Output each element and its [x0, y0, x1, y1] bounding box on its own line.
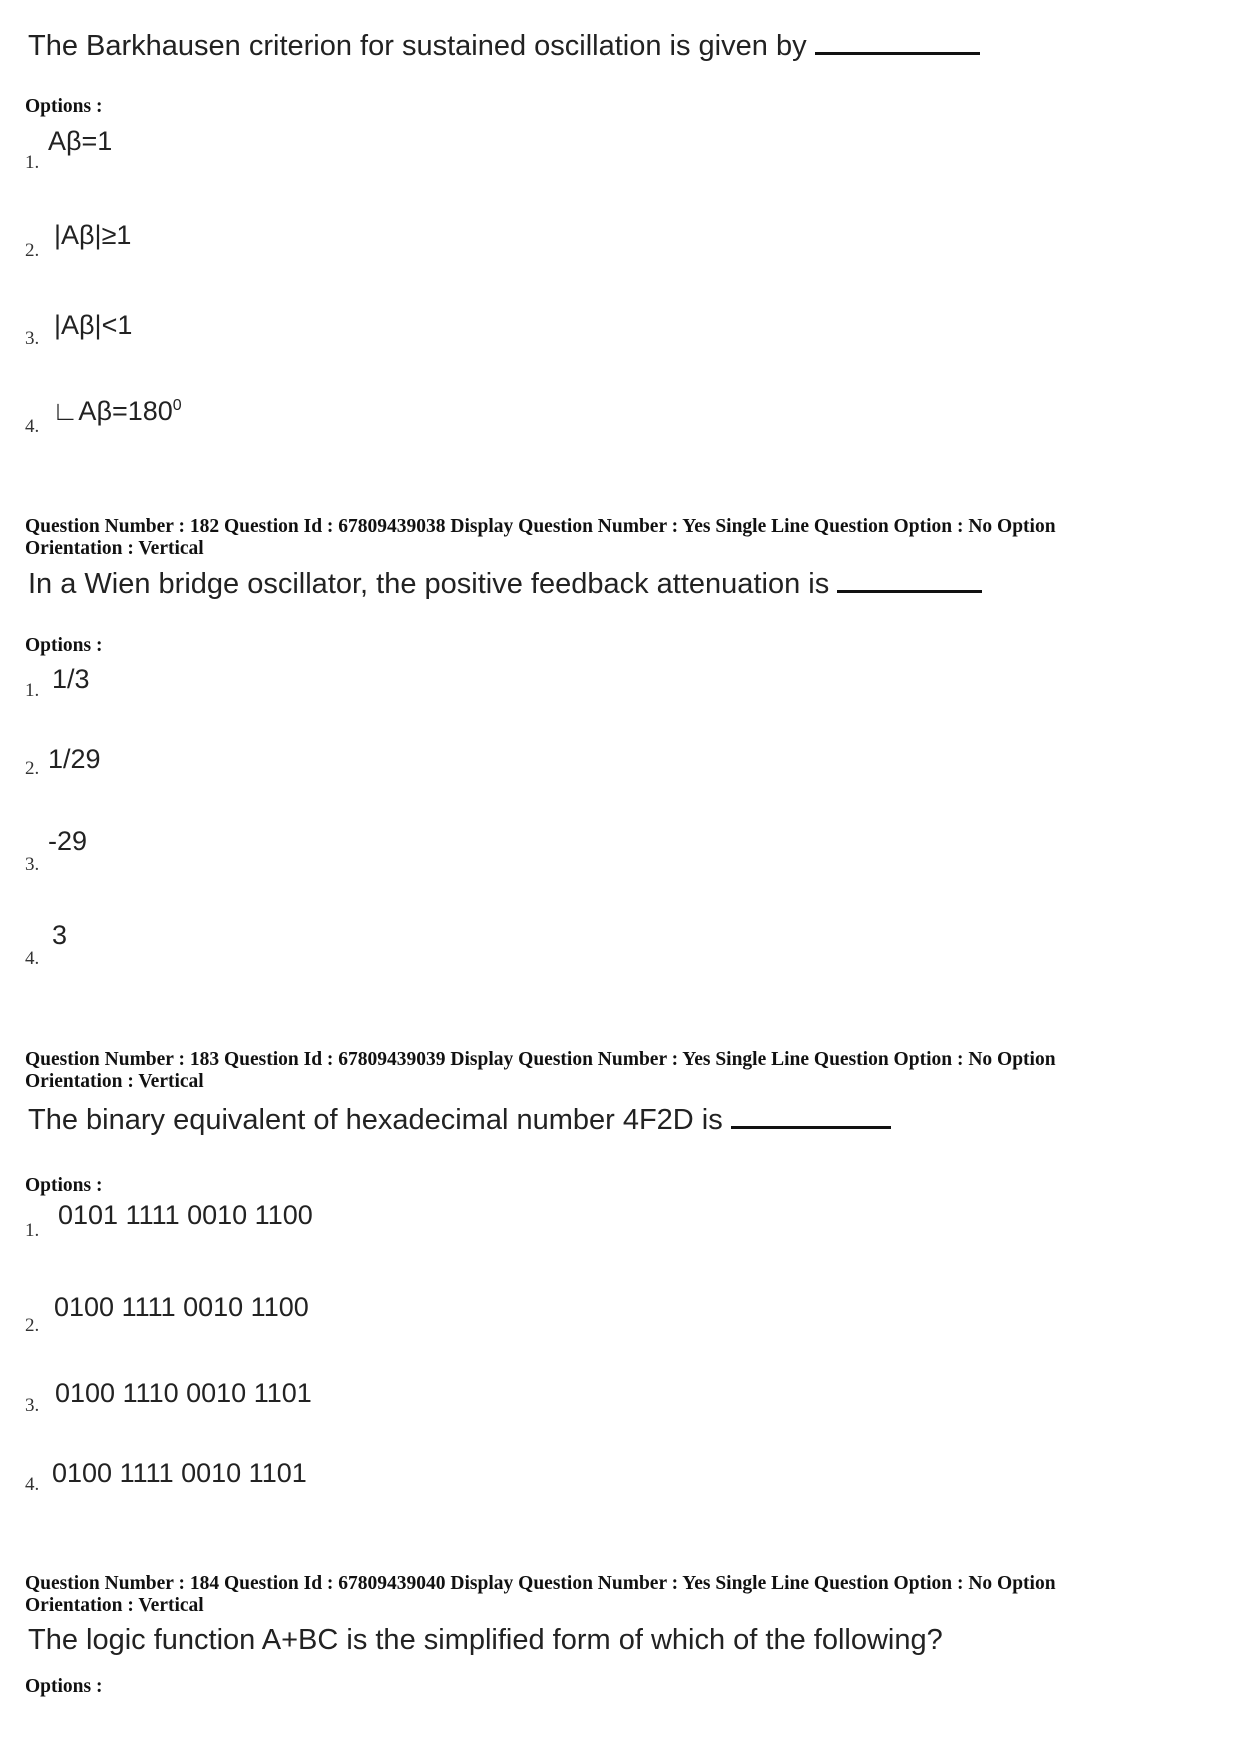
question-text — [28, 1104, 891, 1137]
option-number: 2. — [25, 1315, 40, 1336]
option-text: 0100 1111 0010 1101 — [52, 1458, 307, 1488]
option-text: |Aβ|≥1 — [54, 220, 132, 250]
option-number: 4. — [25, 1474, 40, 1495]
answer-blank — [837, 589, 982, 593]
option-text: -29 — [48, 826, 88, 856]
superscript: 0 — [172, 397, 182, 414]
option-number: 1. — [25, 680, 40, 701]
option-text: 1/29 — [48, 744, 101, 774]
question-text — [28, 30, 980, 63]
option-text: 0100 1110 0010 1101 — [55, 1378, 312, 1408]
question-text-content: The binary equivalent of hexadecimal number 4F2D is — [28, 1104, 723, 1136]
option-text: Aβ=1 — [48, 126, 113, 156]
question-meta-line: Orientation : Vertical — [25, 538, 204, 559]
question-meta — [25, 1049, 1056, 1093]
option-number: 4. — [25, 416, 40, 437]
question-meta-line: Question Number : 182 Question Id : 67809439038 Display Question Number : Yes Single Line Question Option : No Option — [25, 516, 1056, 537]
answer-blank — [815, 51, 980, 55]
option-text: 0101 1111 0010 1100 — [58, 1200, 313, 1230]
option-number: 3. — [25, 328, 40, 349]
question-meta-line: Orientation : Vertical — [25, 1071, 204, 1092]
options-label: Options : — [25, 635, 103, 656]
option-text — [52, 396, 182, 427]
options-label: Options : — [25, 96, 103, 117]
option-number: 2. — [25, 240, 40, 261]
option-text: 0100 1111 0010 1100 — [54, 1292, 309, 1322]
question-meta — [25, 516, 1056, 560]
answer-blank — [731, 1125, 891, 1129]
option-number: 4. — [25, 948, 40, 969]
question-text — [28, 568, 982, 601]
option-number: 1. — [25, 152, 40, 173]
question-text-content: The Barkhausen criterion for sustained oscillation is given by — [28, 30, 807, 62]
options-label: Options : — [25, 1175, 103, 1196]
question-meta-line: Question Number : 184 Question Id : 67809439040 Display Question Number : Yes Single Line Question Option : No Option — [25, 1573, 1056, 1594]
question-text-content: In a Wien bridge oscillator, the positive feedback attenuation is — [28, 568, 830, 600]
option-number: 3. — [25, 854, 40, 875]
question-meta — [25, 1573, 1056, 1617]
options-label: Options : — [25, 1676, 103, 1697]
option-number: 3. — [25, 1395, 40, 1416]
option-text-content: ∟Aβ=180 — [52, 396, 173, 426]
question-meta-line: Orientation : Vertical — [25, 1595, 204, 1616]
question-meta-line: Question Number : 183 Question Id : 67809439039 Display Question Number : Yes Single Line Question Option : No Option — [25, 1049, 1056, 1070]
option-text: 1/3 — [52, 664, 90, 694]
question-text: The logic function A+BC is the simplified form of which of the following? — [28, 1624, 943, 1656]
option-text: 3 — [52, 920, 68, 950]
option-number: 2. — [25, 758, 40, 779]
option-text: |Aβ|<1 — [54, 310, 133, 340]
option-number: 1. — [25, 1220, 40, 1241]
